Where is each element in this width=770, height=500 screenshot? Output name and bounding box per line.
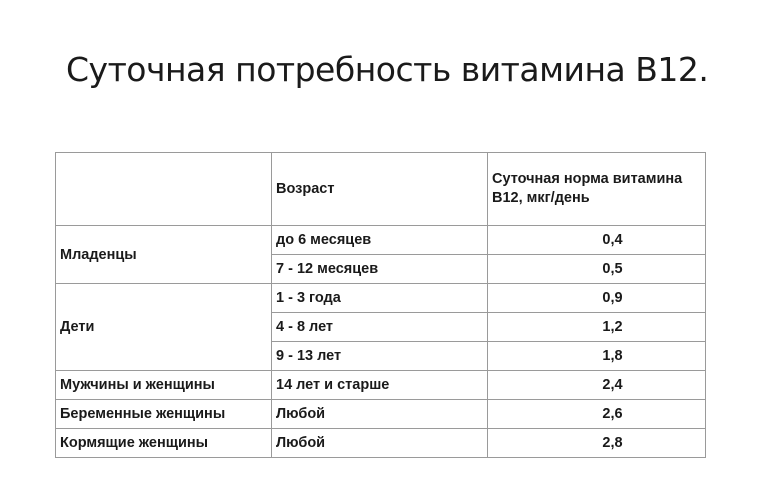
age-cell: 4 - 8 лет bbox=[272, 313, 488, 342]
norm-value-cell: 1,2 bbox=[488, 313, 706, 342]
norm-value-cell: 2,6 bbox=[488, 400, 706, 429]
norm-value-cell: 0,9 bbox=[488, 284, 706, 313]
header-age: Возраст bbox=[272, 153, 488, 226]
table-row bbox=[56, 284, 706, 313]
page-title: Суточная потребность витамина В12. bbox=[66, 50, 709, 89]
group-cell: Мужчины и женщины bbox=[56, 371, 272, 400]
age-cell: Любой bbox=[272, 400, 488, 429]
header-norm: Суточная норма витамина В12, мкг/день bbox=[488, 153, 706, 226]
group-cell: Младенцы bbox=[56, 226, 272, 284]
norm-value-cell: 0,5 bbox=[488, 255, 706, 284]
age-cell: до 6 месяцев bbox=[272, 226, 488, 255]
header-group bbox=[56, 153, 272, 226]
norm-value-cell: 2,4 bbox=[488, 371, 706, 400]
age-cell: 1 - 3 года bbox=[272, 284, 488, 313]
table-row bbox=[56, 226, 706, 255]
group-cell: Дети bbox=[56, 284, 272, 371]
table-row bbox=[56, 400, 706, 429]
age-cell: 9 - 13 лет bbox=[272, 342, 488, 371]
norm-value-cell: 2,8 bbox=[488, 429, 706, 458]
age-cell: 7 - 12 месяцев bbox=[272, 255, 488, 284]
norm-value-cell: 1,8 bbox=[488, 342, 706, 371]
group-cell: Беременные женщины bbox=[56, 400, 272, 429]
table-header-row bbox=[56, 153, 706, 226]
age-cell: Любой bbox=[272, 429, 488, 458]
group-cell: Кормящие женщины bbox=[56, 429, 272, 458]
norm-value-cell: 0,4 bbox=[488, 226, 706, 255]
table-row bbox=[56, 429, 706, 458]
vitamin-b12-table bbox=[55, 152, 706, 458]
table-row bbox=[56, 371, 706, 400]
age-cell: 14 лет и старше bbox=[272, 371, 488, 400]
